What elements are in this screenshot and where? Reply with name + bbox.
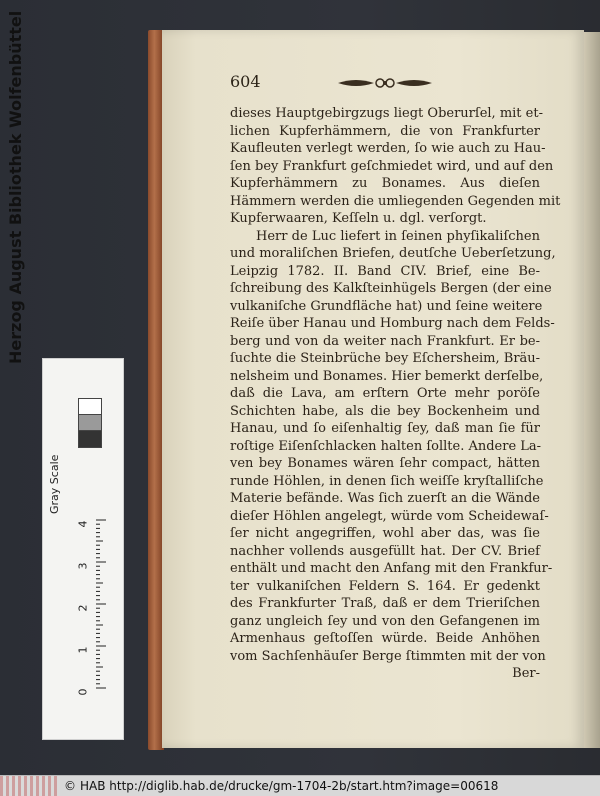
text-line [230, 631, 540, 649]
text-line [230, 561, 553, 579]
text-line [230, 579, 540, 597]
text-line-content: Leipzig 1782. II. Band CIV. Brief, eine Be- [230, 263, 540, 279]
swatch-black [78, 430, 102, 448]
text-line [230, 264, 540, 282]
text-line-content: Schichten habe, als die bey Bockenheim und [230, 403, 540, 419]
text-line [230, 176, 540, 194]
text-line-content: dieses Hauptgebirgzugs liegt Oberurſel, mit et- [230, 106, 543, 121]
text-line [230, 141, 546, 159]
footer-link[interactable]: HAB http://diglib.hab.de/drucke/gm-1704-2b/start.htm?image=00618 [80, 779, 499, 793]
card-title-text: Herzog August Bibliothek Wolfenbüttel [6, 10, 25, 364]
gray-scale-label [48, 456, 68, 536]
text-line-content: Ber- [512, 666, 540, 681]
ruler-number: 1 [76, 646, 90, 654]
text-line-content: Hämmern werden die umliegenden Gegenden mit [230, 193, 561, 209]
text-line-content: ſchreibung des Kalkſteinhügels Bergen (der eine [230, 281, 552, 296]
text-line-content: enthält und macht den Anfang mit den Frankfur- [230, 561, 553, 576]
text-line [230, 526, 540, 544]
text-line-content: ter vulkaniſchen Feldern S. 164. Er gedenkt [230, 578, 540, 594]
text-line-content: des Frankfurter Traß, daß er dem Trieriſchen [230, 596, 540, 611]
page-number: 604 [230, 72, 261, 91]
text-line [230, 666, 540, 684]
text-line-content: Armenhaus geſtoſſen würde. Beide Anhöhen [230, 631, 540, 646]
text-line [230, 648, 546, 667]
text-line-content: ſuchte die Steinbrüche bey Eſchersheim, Bräu- [230, 351, 541, 366]
ruler [96, 518, 108, 690]
text-line-content: Hanau, und ſo eiſenhaltig ſey, daß man ſie für [230, 421, 540, 436]
text-line-content: berg und von da weiter nach Frankfurt. Er be- [230, 333, 540, 349]
ruler-number: 2 [76, 604, 90, 612]
text-line [230, 614, 540, 632]
text-line-content: lichen Kupferhämmern, die von Frankfurter [230, 123, 540, 139]
text-line-content: vulkaniſche Grundfläche hat) und ſeine weitere [230, 298, 543, 314]
text-line [230, 298, 543, 317]
ruler-number: 3 [76, 562, 90, 570]
card-title [4, 10, 32, 366]
text-line [230, 421, 540, 439]
text-line-content: ſen bey Frankfurt geſchmiedet wird, und auf den [230, 158, 554, 174]
copyright-icon: © [64, 779, 76, 793]
text-line [230, 246, 556, 264]
ruler-number: 0 [76, 688, 90, 696]
text-line [230, 211, 540, 229]
ruler-number: 4 [76, 520, 90, 528]
footer-pattern [0, 776, 60, 796]
text-line [230, 334, 540, 352]
text-line-content: Kupferhämmern zu Bonames. Aus dieſen [230, 176, 540, 191]
text-line-content: dieſer Höhlen angelegt, würde vom Scheidewaſ- [230, 508, 549, 524]
text-line-content: Kupferwaaren, Keſſeln u. dgl. verſorgt. [230, 211, 487, 226]
text-line-content: Kaufleuten verlegt werden, ſo wie auch zu Hau- [230, 141, 546, 156]
footer-bar [0, 775, 600, 796]
text-line [230, 404, 540, 422]
text-line-content: runde Höhlen, in denen ſich weiſſe kryſtalliſche [230, 473, 544, 489]
text-line-content: vom Sachſenhäuſer Berge ſtimmten mit der von [230, 648, 546, 664]
text-line-content: nelsheim und Bonames. Hier bemerkt derſelbe, [230, 368, 544, 384]
text-line-content: ganz ungleich ſey und von den Gefangenen im [230, 613, 540, 629]
gray-scale-text: Gray Scale [48, 454, 61, 514]
text-line [230, 106, 543, 124]
text-line [230, 456, 540, 474]
text-line [230, 596, 540, 614]
text-line-content: Herr de Luc liefert in ſeinen phyſikaliſchen [256, 228, 540, 244]
text-line-content: Reiſe über Hanau und Homburg nach dem Felds- [230, 316, 555, 331]
ornament-icon [336, 74, 434, 92]
text-line [230, 368, 544, 387]
text-line-content: daß die Lava, am erſtern Orte mehr poröſe [230, 386, 540, 401]
text-line [230, 473, 544, 492]
text-line [230, 439, 540, 457]
text-line [230, 193, 561, 212]
text-line-content: nachher vollends ausgefüllt hat. Der CV. Brief [230, 543, 540, 559]
text-line [230, 491, 540, 509]
text-line [230, 124, 540, 142]
text-line-content: ven bey Bonames wären ſehr compact, hätten [230, 456, 540, 471]
text-line [230, 158, 554, 177]
text-line [230, 351, 540, 369]
text-line [230, 281, 552, 299]
text-line-content: Materie befände. Was ſich zuerſt an die Wände [230, 491, 540, 506]
page-gutter [584, 32, 600, 748]
text-line-content: ſer nicht angegriffen, wohl aber das, was ſie [230, 526, 540, 541]
text-line [230, 316, 555, 334]
text-line [230, 229, 540, 247]
text-line-content: und moraliſchen Briefen, deutſche Ueberſetzung, [230, 246, 556, 261]
text-line-content: roſtige Eiſenſchlacken halten ſollte. Andere La- [230, 438, 542, 454]
text-line [230, 386, 540, 404]
text-line [230, 544, 540, 562]
text-line [230, 508, 549, 527]
